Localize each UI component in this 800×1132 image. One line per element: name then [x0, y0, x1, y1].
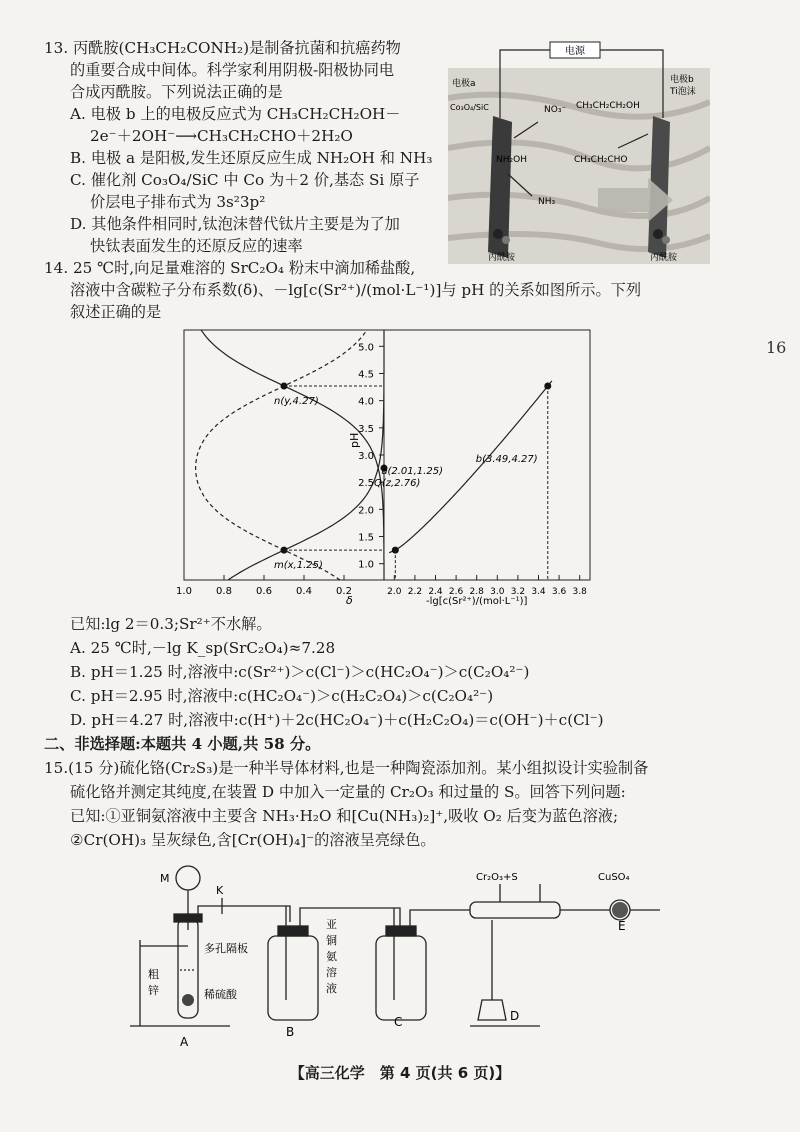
y-axis-label: pH [348, 432, 361, 448]
label-e: E [618, 919, 626, 933]
left-point-label: Q(z,2.76) [374, 478, 421, 490]
label-b-char-1: 亚 [326, 918, 337, 931]
q13-option-b: B. 电极 a 是阳极,发生还原反应生成 NH₂OH 和 NH₃ [70, 149, 433, 167]
electrode-b-label: 电极b [670, 75, 694, 85]
y-tick-label: 2.0 [358, 505, 374, 517]
q13-option-d-cont: 快钛表面发生的还原反应的速率 [90, 237, 303, 255]
product-left-label: 丙酰胺 [488, 253, 516, 263]
q13-line-2: 的重要合成中间体。科学家利用阴极-阳极协同电 [70, 61, 395, 79]
electrode-a-material: Co₃O₄/SiC [450, 103, 489, 112]
electrode-b-material: Ti泡沫 [670, 87, 696, 97]
y-tick-label: 5.0 [358, 342, 374, 354]
margin-page-number: 16 [766, 338, 787, 357]
power-label: 电源 [565, 46, 585, 57]
product-right-label: 丙酰胺 [650, 253, 678, 263]
label-b: B [286, 1025, 295, 1039]
right-x-tick-label: 2.8 [469, 587, 484, 597]
right-x-tick-label: 2.0 [387, 587, 402, 597]
propanal-label: CH₃CH₂CHO [574, 155, 628, 165]
q14-option-a: A. 25 ℃时,－lg K_sp(SrC₂O₄)≈7.28 [70, 639, 336, 657]
left-panel-frame [184, 330, 384, 580]
y-tick-label: 1.0 [358, 559, 374, 571]
label-b-char-2: 铜 [326, 934, 337, 947]
apparatus-figure [120, 850, 680, 1050]
label-a: A [180, 1035, 189, 1049]
q13-line-1: 13. 丙酰胺(CH₃CH₂CONH₂)是制备抗菌和抗癌药物 [44, 39, 401, 57]
left-x-tick-label: 0.8 [216, 586, 232, 597]
label-zinc-2: 锌 [148, 984, 159, 997]
y-tick-label: 4.0 [358, 396, 374, 408]
hydroxylamine-label: NH₂OH [496, 155, 527, 165]
q14-option-c: C. pH＝2.95 时,溶液中:c(HC₂O₄⁻)＞c(H₂C₂O₄)＞c(C₂O₄²⁻) [70, 687, 494, 705]
ammonia-label: NH₃ [538, 197, 556, 207]
q14-option-b: B. pH＝1.25 时,溶液中:c(Sr²⁺)＞c(Cl⁻)＞c(HC₂O₄⁻)＞c(C₂O₄²⁻) [70, 663, 530, 681]
label-b-char-3: 氨 [326, 950, 337, 963]
right-x-tick-label: 3.4 [531, 587, 546, 597]
left-x-tick-label: 1.0 [176, 586, 192, 597]
q14-option-d: D. pH＝4.27 时,溶液中:c(H⁺)＋2c(HC₂O₄⁻)＋c(H₂C₂O₄)＝c(OH⁻)＋c(Cl⁻) [70, 711, 604, 729]
left-point-label: m(x,1.25) [274, 560, 323, 572]
hc2o4-curve [196, 330, 367, 580]
y-tick-label: 3.0 [358, 451, 374, 462]
y-tick-label: 2.5 [358, 478, 374, 490]
label-c: C [394, 1015, 403, 1029]
label-dilute-acid: 稀硫酸 [204, 988, 237, 1001]
electrode-a-label: 电极a [452, 79, 476, 89]
q14-given: 已知:lg 2＝0.3;Sr²⁺不水解。 [70, 615, 272, 633]
c2o4-curve [201, 330, 384, 580]
section-2-heading: 二、非选择题:本题共 4 小题,共 58 分。 [44, 735, 321, 753]
page-footer: 【高三化学 第 4 页(共 6 页)】 [289, 1064, 511, 1082]
nitrate-label: NO₃⁻ [544, 105, 567, 115]
molecule-right [653, 229, 663, 239]
right-x-tick-label: 2.6 [448, 587, 464, 597]
q13-option-c-cont: 价层电子排布式为 3s²3p² [90, 193, 266, 211]
zinc-granules [182, 994, 194, 1006]
label-zinc-1: 粗 [148, 968, 159, 981]
right-x-label: -lg[c(Sr²⁺)/(mol·L⁻¹)] [426, 596, 528, 607]
q14-chart [170, 320, 610, 610]
q13-option-c: C. 催化剂 Co₃O₄/SiC 中 Co 为＋2 价,基态 Si 原子 [70, 171, 420, 189]
q15-line-4: ②Cr(OH)₃ 呈灰绿色,含[Cr(OH)₄]⁻的溶液呈亮绿色。 [70, 831, 436, 849]
q13-option-d: D. 其他条件相同时,钛泡沫替代钛片主要是为了加 [70, 215, 400, 233]
q13-line-3: 合成丙酰胺。下列说法正确的是 [70, 83, 283, 101]
q15-line-1: 15.(15 分)硫化铬(Cr₂S₃)是一种半导体材料,也是一种陶瓷添加剂。某小组拟设计实验制备 [44, 759, 649, 777]
q14-line-1: 14. 25 ℃时,向足量难溶的 SrC₂O₄ 粉末中滴加稀盐酸, [44, 259, 416, 277]
q15-line-2: 硫化铬并测定其纯度,在装置 D 中加入一定量的 Cr₂O₃ 和过量的 S。回答下列问题: [70, 783, 626, 801]
q14-line-3: 叙述正确的是 [70, 303, 162, 321]
right-x-tick-label: 3.6 [551, 587, 567, 597]
molecule-left [493, 229, 503, 239]
electrolysis-figure [448, 38, 710, 264]
y-tick-label: 4.5 [358, 369, 374, 381]
label-cuso4: CuSO₄ [598, 872, 630, 883]
left-x-tick-label: 0.6 [256, 586, 272, 597]
label-reactants: Cr₂O₃+S [476, 872, 518, 883]
q15-line-3: 已知:①亚铜氨溶液中主要含 NH₃·H₂O 和[Cu(NH₃)₂]⁺,吸收 O₂ 后变为蓝色溶液; [70, 807, 619, 825]
label-d: D [510, 1009, 520, 1023]
q14-line-2: 溶液中含碳粒子分布系数(δ)、－lg[c(Sr²⁺)/(mol·L⁻¹)]与 pH 的关系如图所示。下列 [70, 281, 642, 299]
q13-option-a-cont: 2e⁻＋2OH⁻⟶CH₃CH₂CHO＋2H₂O [90, 127, 353, 145]
label-porous-plate: 多孔隔板 [204, 942, 248, 955]
right-x-tick-label: 3.0 [490, 587, 505, 597]
y-tick-label: 1.5 [358, 532, 374, 544]
right-x-tick-label: 3.2 [510, 587, 526, 597]
label-b-char-5: 液 [326, 982, 337, 995]
left-x-tick-label: 0.2 [336, 586, 352, 597]
label-m: M [160, 872, 170, 885]
propanol-label: CH₃CH₂CH₂OH [576, 101, 640, 111]
y-tick-label: 3.5 [358, 423, 374, 435]
right-x-tick-label: 2.2 [407, 587, 423, 597]
left-point-label: n(y,4.27) [274, 395, 319, 407]
right-point-label: b(3.49,4.27) [475, 453, 538, 465]
left-x-tick-label: 0.4 [296, 586, 312, 597]
left-x-label: δ [346, 594, 353, 607]
cuso4-bulb [612, 902, 628, 918]
label-b-char-4: 溶 [326, 966, 337, 979]
q13-option-a: A. 电极 b 上的电极反应式为 CH₃CH₂CH₂OH－ [70, 105, 401, 123]
right-x-tick-label: 3.8 [572, 587, 587, 597]
right-point-label: a(2.01,1.25) [381, 466, 443, 478]
right-x-tick-label: 2.4 [428, 587, 443, 597]
label-k: K [216, 884, 224, 897]
